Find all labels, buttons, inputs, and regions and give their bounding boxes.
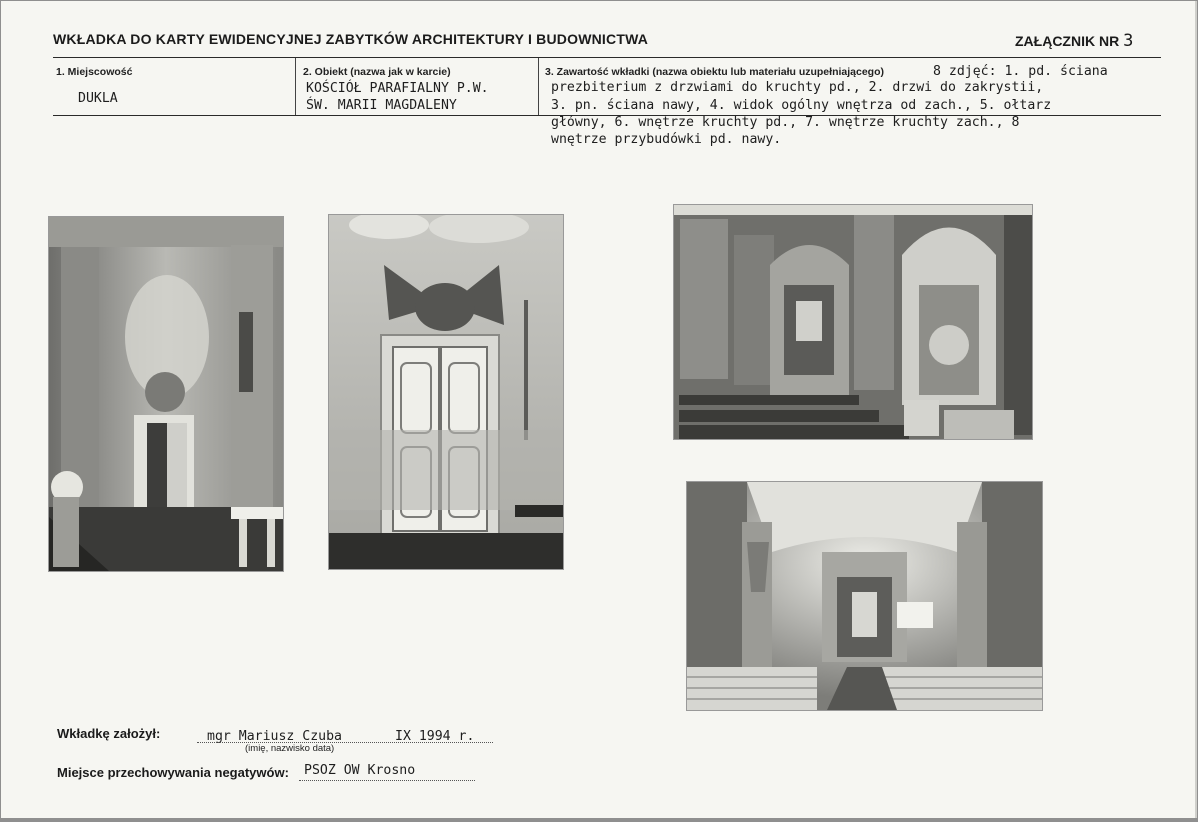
card-title: WKŁADKA DO KARTY EWIDENCYJNEJ ZABYTKÓW ARCHITEKTURY I BUDOWNICTWA (53, 31, 649, 47)
author-dotline (197, 742, 493, 743)
contents-line-3: główny, 6. wnętrze kruchty pd., 7. wnętrze kruchty zach., 8 (551, 115, 1020, 130)
photo-3 (674, 205, 1032, 439)
object-line-2: ŚW. MARII MAGDALENY (306, 98, 457, 113)
storage-value: PSOZ OW Krosno (304, 763, 416, 778)
record-card (1, 1, 1197, 818)
contents-first-line: 8 zdjęć: 1. pd. ściana (933, 64, 1108, 79)
field-divider-2 (538, 58, 539, 115)
object-label: 2. Obiekt (nazwa jak w karcie) (303, 66, 451, 78)
author-value: mgr Mariusz Czuba (207, 729, 342, 744)
storage-dotline (299, 780, 475, 781)
annex-number: 3 (1123, 31, 1134, 51)
date-value: IX 1994 r. (395, 729, 475, 744)
photo-1 (49, 217, 283, 571)
contents-line-2: 3. pn. ściana nawy, 4. widok ogólny wnętrza od zach., 5. ołtarz (551, 98, 1052, 113)
locality-value: DUKLA (78, 91, 118, 106)
author-hint: (imię, nazwisko data) (245, 743, 335, 754)
annex-label-text: ZAŁĄCZNIK NR (1015, 33, 1120, 49)
contents-line-1: prezbiterium z drzwiami do kruchty pd., 2. drzwi do zakrystii, (551, 80, 1044, 95)
photo-2-image (329, 215, 563, 569)
annex-label (1015, 31, 1133, 51)
storage-label: Miejsce przechowywania negatywów: (57, 765, 289, 780)
contents-label: 3. Zawartość wkładki (nazwa obiektu lub materiału uzupełniającego) (545, 66, 884, 78)
photo-3-image (674, 205, 1032, 439)
locality-label: 1. Miejscowość (56, 66, 133, 78)
author-label: Wkładkę założył: (57, 726, 161, 741)
photo-4-image (687, 482, 1042, 710)
object-line-1: KOŚCIÓŁ PARAFIALNY P.W. (306, 81, 489, 96)
photo-2 (329, 215, 563, 569)
field-divider-1 (295, 58, 296, 115)
photo-1-image (49, 217, 283, 571)
contents-line-4: wnętrze przybudówki pd. nawy. (551, 132, 782, 147)
photo-4 (687, 482, 1042, 710)
header-top-rule (53, 57, 1161, 58)
